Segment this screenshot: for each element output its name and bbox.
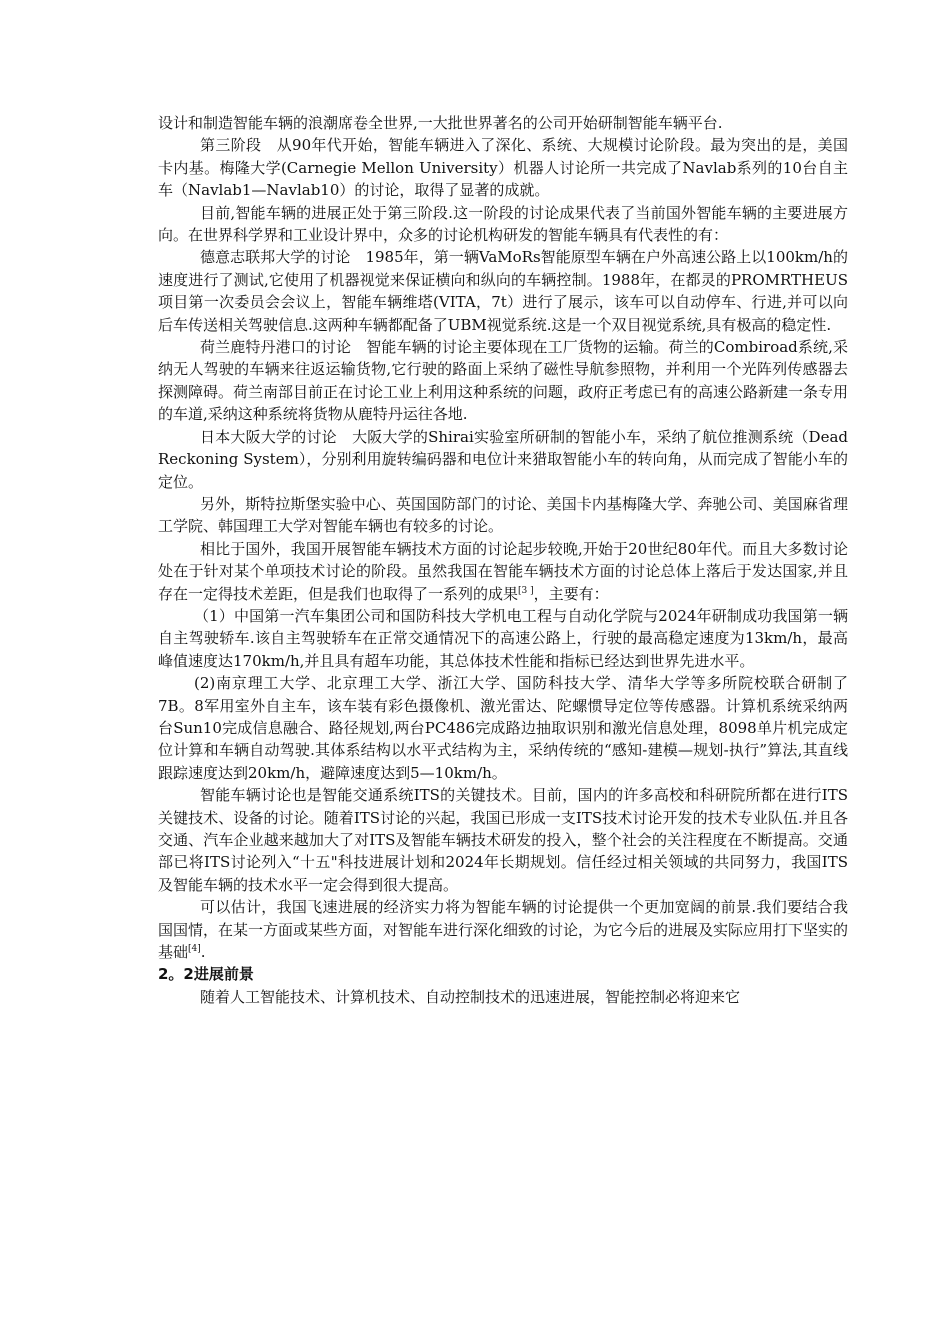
paragraph-text: 相比于国外，我国开展智能车辆技术方面的讨论起步较晚,开始于20世纪80年代。而且大多数讨论处在于针对某个单项技术讨论的阶段。虽然我国在智能车辆技术方面的讨论总体上落后于发达国家,并且存在一定得技术差距，但是我们也取得了一系列的成果	[158, 539, 848, 603]
paragraph: 另外，斯特拉斯堡实验中心、英国国防部门的讨论、美国卡内基梅隆大学、奔驰公司、美国麻省理工学院、韩国理工大学对智能车辆也有较多的讨论。	[158, 494, 848, 536]
paragraph-text: 可以估计，我国飞速进展的经济实力将为智能车辆的讨论提供一个更加宽阔的前景.我们要结合我国国情，在某一方面或某些方面，对智能车进行深化细致的讨论，为它今后的进展及实际应用打下坚实的基础	[158, 898, 849, 962]
paragraph-with-citation	[158, 538, 848, 605]
paragraph: 智能车辆讨论也是智能交通系统ITS的关键技术。目前，国内的许多高校和科研院所都在进行ITS关键技术、设备的讨论。随着ITS讨论的兴起，我国已形成一支ITS技术讨论开发的技术专业队伍.并且各交通、汽车企业越来越加大了对ITS及智能车辆技术研发的投入，整个社会的关注程度在不断提高。交通部已将ITS讨论列入“十五"科技进展计划和2024年长期规划。信任经过相关领域的共同努力，我国ITS及智能车辆的技术水平一定会得到很大提高。	[158, 786, 848, 894]
paragraph: 目前,智能车辆的进展正处于第三阶段.这一阶段的讨论成果代表了当前国外智能车辆的主要进展方向。在世界科学界和工业设计界中，众多的讨论机构研发的智能车辆具有代表性的有：	[158, 203, 848, 245]
paragraph: 荷兰鹿特丹港口的讨论 智能车辆的讨论主要体现在工厂货物的运输。荷兰的Combiroad系统,采纳无人驾驶的车辆来往返运输货物,它行驶的路面上采纳了磁性导航参照物，并利用一个光阵列传感器去探测障碍。荷兰南部目前正在讨论工业上利用这种系统的问题，政府正考虑已有的高速公路新建一条专用的车道,采纳这种系统将货物从鹿特丹运往各地.	[158, 338, 849, 424]
citation-ref: [3 ]	[518, 585, 534, 596]
paragraph-text: .	[200, 943, 206, 962]
paragraph: 德意志联邦大学的讨论 1985年，第一辆VaMoRs智能原型车辆在户外高速公路上以100km/h的速度进行了测试,它使用了机器视觉来保证横向和纵向的车辆控制。1988年，在都灵的PROMRTHEUS项目第一次委员会会议上，智能车辆维塔(VITA，7t）进行了展示，该车可以自动停车、行进,并可以向后车传送相关驾驶信息.这两种车辆都配备了UBM视觉系统.这是一个双目视觉系统,具有极高的稳定性.	[158, 248, 848, 334]
section-heading: 2。2进展前景	[158, 965, 254, 984]
paragraph: 随着人工智能技术、计算机技术、自动控制技术的迅速进展，智能控制必将迎来它	[200, 987, 741, 1006]
paragraph: 设计和制造智能车辆的浪潮席卷全世界,一大批世界著名的公司开始研制智能车辆平台.	[158, 114, 723, 132]
paragraph-list-item: (2)南京理工大学、北京理工大学、浙江大学、国防科技大学、清华大学等多所院校联合研制了7B。8军用室外自主车，该车装有彩色摄像机、激光雷达、陀螺惯导定位等传感器。计算机系统采纳两台Sun10完成信息融合、路径规划,两台PC486完成路边抽取识别和激光信息处理，8098单片机完成定位计算和车辆自动驾驶.其体系结构以水平式结构为主，采纳传统的“感知-建模—规划-执行”算法,其直线跟踪速度达到20km/h，避障速度达到5—10km/h。	[158, 674, 848, 782]
paragraph: 日本大阪大学的讨论 大阪大学的Shirai实验室所研制的智能小车，采纳了航位推测系统（Dead Reckoning System），分别利用旋转编码器和电位计来猎取智能小车的转向角，从而完成了智能小车的定位。	[158, 427, 848, 491]
citation-ref: [4]	[188, 944, 201, 955]
paragraph-with-citation	[158, 896, 848, 963]
paragraph-text: ，主要有：	[533, 584, 609, 603]
document-page	[158, 112, 848, 1008]
paragraph-list-item: （1）中国第一汽车集团公司和国防科技大学机电工程与自动化学院与2024年研制成功我国第一辆自主驾驶轿车.该自主驾驶轿车在正常交通情况下的高速公路上，行驶的最高稳定速度为13km/h，最高峰值速度达170km/h,并且具有超车功能，其总体技术性能和指标已经达到世界先进水平。	[158, 606, 848, 670]
paragraph: 第三阶段 从90年代开始，智能车辆进入了深化、系统、大规模讨论阶段。最为突出的是，美国卡内基。梅隆大学(Carnegie Mellon University）机器人讨论所一共完成了Navlab系列的10台自主车（Navlab1—Navlab10）的讨论，取得了显著的成就。	[158, 136, 848, 200]
